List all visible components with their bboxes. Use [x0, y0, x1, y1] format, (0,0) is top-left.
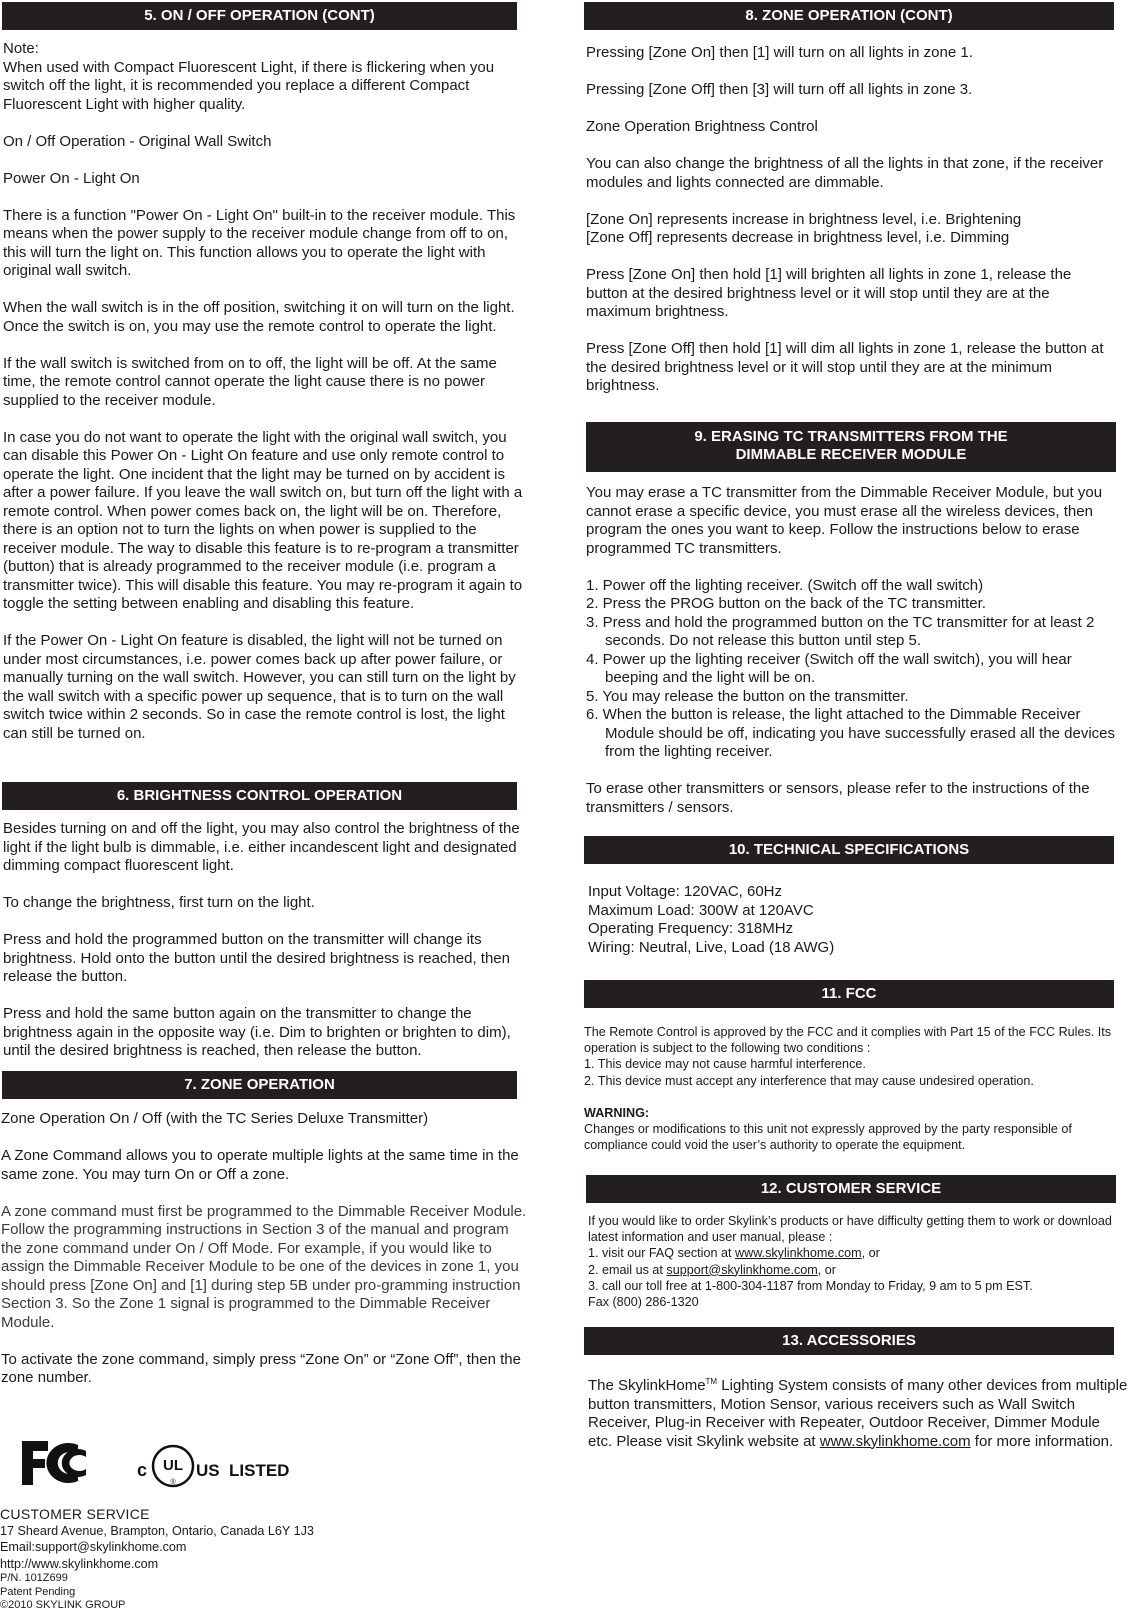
section-7-title: 7. ZONE OPERATION — [184, 1076, 335, 1093]
paragraph: [Zone On] represents increase in brightness level, i.e. Brightening — [586, 210, 1022, 228]
contact-line-suffix: , or — [861, 1246, 880, 1261]
section-6-header — [2, 782, 517, 810]
list-item: 3. Press and hold the programmed button on the TC transmitter for at least 2 seconds. Do not release this button until step 5. — [586, 613, 1095, 649]
paragraph: Press and hold the same button again on the transmitter to change the brightness again in the opposite way (i.e. Dim to brighten or brighten to dim), until the desired brightness is reached, then release the button. — [3, 1005, 511, 1059]
paragraph: You can also change the brightness of all the lights in that zone, if the receiver modules and lights connected are dimmable. — [586, 155, 1104, 191]
fcc-logo — [20, 1438, 94, 1488]
section-10-header — [584, 836, 1114, 864]
paragraph: A zone command must first be programmed to the Dimmable Receiver Module. Follow the programming instructions in Section 3 of the manual and program the zone command under On / Off Mode. For example, if you would like to assign the Dimmable Receiver Module to be one of the devices in zone 1, you should press [Zone On] and [1] during step 5B under pro-gramming instruction Section 3. So the Zone 1 signal is programmed to the Dimmable Receiver Module. — [1, 1202, 527, 1331]
section-12-body — [588, 1213, 1118, 1310]
footer-copyright: ©2010 SKYLINK GROUP — [0, 1599, 126, 1611]
footer-contact — [0, 1506, 314, 1613]
section-9-body — [586, 484, 1126, 817]
accessories-text-end: for more information. — [970, 1432, 1114, 1450]
section-12-header — [586, 1175, 1116, 1203]
paragraph: If the Power On - Light On feature is disabled, the light will not be turned on under most circumstances, i.e. power comes back up after power failure, or manually turning on the wall switch. However, you can still turn on the light by the wall switch with a specific power up sequence, that is to turn on the wall switch twice within 2 seconds. So in case the remote control is lost, the light can still be turned on. — [3, 632, 516, 742]
section-5-body — [3, 40, 531, 743]
section-8-header — [584, 2, 1114, 30]
list-item: 2. Press the PROG button on the back of the TC transmitter. — [586, 595, 986, 612]
ul-us-text: US — [196, 1461, 220, 1480]
spec-line: Input Voltage: 120VAC, 60Hz — [588, 883, 783, 900]
spec-line: Maximum Load: 300W at 120AVC — [588, 901, 814, 919]
section-6-title: 6. BRIGHTNESS CONTROL OPERATION — [116, 787, 403, 804]
paragraph: You may erase a TC transmitter from the Dimmable Receiver Module, but you cannot erase a specific device, you must erase all the wireless devices, then program the ones you want to keep. Follow the instructions below to erase programmed TC transmitters. — [586, 484, 1103, 557]
footer-address: 17 Sheard Avenue, Brampton, Ontario, Canada L6Y 1J3 — [0, 1523, 314, 1538]
fax-line: Fax (800) 286-1320 — [588, 1295, 699, 1310]
section-12-title: 12. CUSTOMER SERVICE — [760, 1180, 942, 1197]
accessories-text: Lighting System consists of many other devices from multiple button transmitters, Motion Sensor, various receivers such as Wall Switch Receiver, Plug-in Receiver with Repeater, Outdoor Receiver, Dimmer Module etc. Please visit Skylink website at — [588, 1377, 1128, 1450]
list-item: 4. Power up the lighting receiver (Switch off the wall switch), you will hear beeping and the light will be on. — [586, 650, 1072, 686]
contact-line: 2. email us at — [588, 1262, 667, 1277]
paragraph: To activate the zone command, simply press “Zone On” or “Zone Off”, then the zone number. — [1, 1350, 521, 1386]
paragraph: To change the brightness, first turn on the light. — [3, 894, 315, 911]
contact-line-suffix: , or — [817, 1262, 836, 1277]
section-10-title: 10. TECHNICAL SPECIFICATIONS — [728, 841, 970, 858]
paragraph: Zone Operation Brightness Control — [586, 118, 818, 135]
section-7-body — [1, 1110, 531, 1388]
contact-line: 3. call our toll free at 1-800-304-1187 from Monday to Friday, 9 am to 5 pm EST. — [588, 1278, 1033, 1293]
footer-url: http://www.skylinkhome.com — [0, 1556, 159, 1571]
section-8-body — [586, 44, 1116, 396]
paragraph: Zone Operation On / Off (with the TC Series Deluxe Transmitter) — [1, 1110, 429, 1127]
ul-listed-text: LISTED — [229, 1461, 290, 1480]
section-5-header — [2, 2, 517, 30]
paragraph: Press and hold the programmed button on the transmitter will change its brightness. Hold onto the button until the desired brightness is reached, then release the button. — [3, 931, 510, 985]
footer-email: Email:support@skylinkhome.com — [0, 1540, 187, 1554]
section-7-header — [2, 1071, 517, 1099]
section-8-title: 8. ZONE OPERATION (CONT) — [745, 7, 953, 24]
contact-line: 1. visit our FAQ section at — [588, 1246, 735, 1261]
subheading-wall-switch: On / Off Operation - Original Wall Switch — [3, 132, 272, 150]
fcc-condition: 2. This device must accept any interference that may cause undesired operation. — [584, 1073, 1034, 1088]
paragraph: Press [Zone Off] then hold [1] will dim all lights in zone 1, release the button at the desired brightness level or it will stop until they are at the minimum brightness. — [586, 340, 1104, 394]
section-11-header — [584, 980, 1114, 1008]
section-5-title: 5. ON / OFF OPERATION (CONT) — [144, 7, 375, 24]
section-9-header — [586, 422, 1116, 472]
footer-patent: Patent Pending — [0, 1585, 76, 1598]
section-9-title-line2: DIMMABLE RECEIVER MODULE — [735, 446, 967, 463]
list-item: 1. Power off the lighting receiver. (Switch off the wall switch) — [586, 576, 984, 594]
warning-text: Changes or modifications to this unit not expressly approved by the party responsible of compliance could void the user’s authority to operate the equipment. — [584, 1122, 1072, 1153]
fcc-condition: 1. This device may not cause harmful interference. — [584, 1057, 866, 1072]
subheading-power-on: Power On - Light On — [3, 169, 140, 187]
paragraph: To erase other transmitters or sensors, please refer to the instructions of the transmitters / sensors. — [586, 780, 1090, 816]
section-13-header — [584, 1327, 1114, 1355]
paragraph: In case you do not want to operate the light with the original wall switch, you can disable this Power On - Light On feature and use only remote control to operate the light. One incident that the light may be turned on by accident is after a power failure. If you leave the wall switch on, but turn off the light with a remote control. When power comes back on, the light will be on. Therefore, there is an option not to turn the lights on when power is supplied to the receiver module. The way to disable this feature is to re-program a transmitter (button) that is already programmed to the receiver module (i.e. program a transmitter twice). This will disable this feature. You may re-program it again to toggle the setting between enabling and disabling this feature. — [3, 428, 523, 612]
faq-link[interactable]: www.skylinkhome.com — [735, 1246, 862, 1261]
paragraph: Besides turning on and off the light, you may also control the brightness of the light if the light bulb is dimmable, i.e. either incandescent light and designated dimming compact fluorescent light. — [3, 820, 520, 874]
paragraph: A Zone Command allows you to operate multiple lights at the same time in the same zone. You may turn On or Off a zone. — [1, 1147, 519, 1183]
accessories-text: The Skylink — [588, 1377, 666, 1394]
section-9-title-line1: 9. ERASING TC TRANSMITTERS FROM THE — [694, 428, 1008, 445]
tech-specs-list — [588, 883, 1118, 957]
paragraph: There is a function "Power On - Light On" built-in to the receiver module. This means when the power supply to the receiver module change from off to on, this will turn the light on. This function allows you to operate the light with original wall switch. — [3, 206, 516, 279]
spec-line: Wiring: Neutral, Live, Load (18 AWG) — [588, 938, 835, 956]
list-item: 5. You may release the button on the transmitter. — [586, 687, 909, 705]
website-link[interactable]: www.skylinkhome.com — [819, 1432, 971, 1450]
note-label: Note: — [3, 40, 39, 57]
warning-label: WARNING: — [584, 1105, 650, 1120]
erase-steps-list — [586, 577, 1126, 762]
paragraph: Pressing [Zone On] then [1] will turn on all lights in zone 1. — [586, 44, 973, 61]
section-13-body — [588, 1373, 1128, 1451]
paragraph: Pressing [Zone Off] then [3] will turn off all lights in zone 3. — [586, 81, 973, 98]
ul-reg-text: ® — [170, 1479, 176, 1486]
section-11-body — [584, 1024, 1129, 1153]
support-email-link[interactable]: support@skylinkhome.com — [666, 1262, 818, 1277]
note-text: When used with Compact Fluorescent Light, if there is flickering when you switch off the light, it is recommended you replace a different Compact Fluorescent Light with higher quality. — [3, 58, 495, 113]
paragraph: If you would like to order Skylink’s products or have difficulty getting them to work or download latest information and user manual, please : — [588, 1214, 1112, 1245]
paragraph: [Zone Off] represents decrease in brightness level, i.e. Dimming — [586, 229, 1010, 246]
section-13-title: 13. ACCESSORIES — [782, 1332, 916, 1349]
fcc-logo-text: FC — [20, 1438, 22, 1439]
list-item: 6. When the button is release, the light attached to the Dimmable Receiver Module should be off, indicating you have successfully erased all the devices from the lighting receiver. — [586, 706, 1116, 760]
section-6-body — [3, 820, 528, 1061]
footer-part-number: P/N. 101Z699 — [0, 1572, 68, 1584]
paragraph: When the wall switch is in the off position, switching it on will turn on the light. Once the switch is on, you may use the remote control to operate the light. — [3, 299, 515, 335]
trademark-mark: TM — [705, 1377, 718, 1386]
ul-listed-logo — [137, 1442, 297, 1488]
spec-line: Operating Frequency: 318MHz — [588, 920, 794, 937]
paragraph: Press [Zone On] then hold [1] will brighten all lights in zone 1, release the button at the desired brightness level or it will stop until they are at the maximum brightness. — [586, 266, 1072, 320]
paragraph: The Remote Control is approved by the FCC and it complies with Part 15 of the FCC Rules. Its operation is subject to the following two conditions : — [584, 1025, 1112, 1056]
brand-home: Home — [665, 1377, 706, 1394]
paragraph: If the wall switch is switched from on to off, the light will be off. At the same time, the remote control cannot operate the light cause there is no power supplied to the receiver module. — [3, 354, 497, 409]
section-11-title: 11. FCC — [821, 985, 877, 1002]
ul-text: UL — [163, 1457, 183, 1474]
ul-c-text: c — [137, 1460, 148, 1480]
footer-heading: CUSTOMER SERVICE — [0, 1506, 150, 1522]
